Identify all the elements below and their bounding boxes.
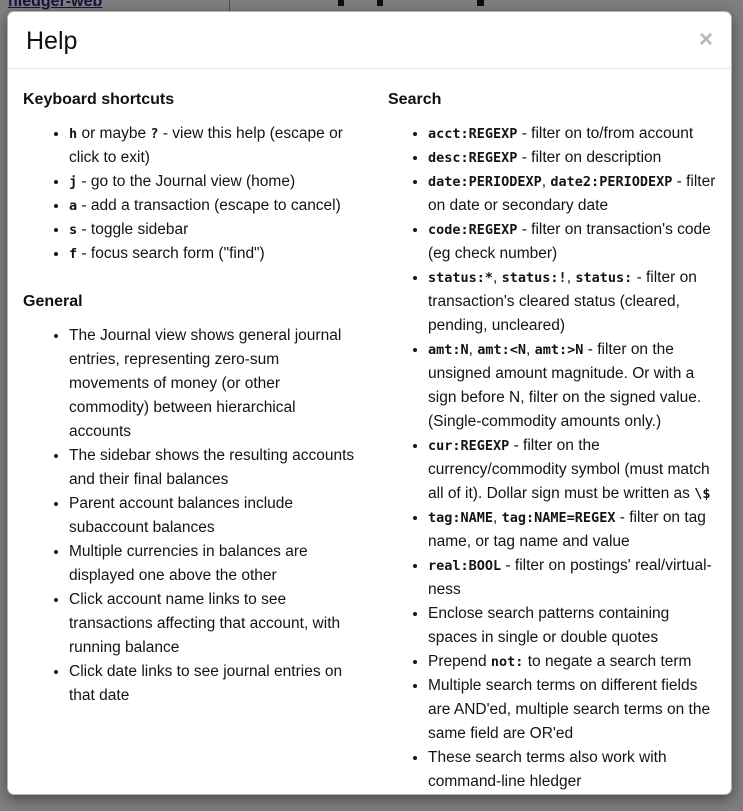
text-segment: - view this help (escape or click to exit) [69, 125, 343, 166]
code-token: real:BOOL [428, 558, 502, 574]
text-segment: - filter on description [517, 149, 662, 166]
code-token: \$ [694, 486, 711, 502]
help-column-right [388, 90, 721, 794]
help-column-left [23, 90, 357, 794]
code-token: ? [150, 126, 159, 142]
code-token: cur:REGEXP [428, 438, 510, 454]
keyboard-shortcuts-list [23, 122, 357, 266]
text-segment: The sidebar shows the resulting accounts and their final balances [69, 447, 355, 488]
list-item [69, 170, 357, 194]
text-segment: or maybe [77, 125, 151, 142]
text-segment: - toggle sidebar [77, 221, 189, 238]
list-item [69, 242, 357, 266]
code-token: a [69, 198, 78, 214]
list-item [428, 122, 721, 146]
text-segment: Multiple currencies in balances are displayed one above the other [69, 543, 308, 584]
list-item [428, 650, 721, 674]
list-item [428, 746, 721, 794]
text-segment: to negate a search term [523, 653, 692, 670]
text-segment: - filter on the currency/commodity symbol (must match all of it). Dollar sign must be written as [428, 437, 710, 502]
text-segment: , [468, 341, 478, 358]
list-item [428, 434, 721, 506]
code-token: code:REGEXP [428, 222, 518, 238]
text-segment: - add a transaction (escape to cancel) [77, 197, 341, 214]
code-token: h [69, 126, 78, 142]
list-item [69, 194, 357, 218]
list-item [428, 506, 721, 554]
code-token: desc:REGEXP [428, 150, 518, 166]
code-token: f [69, 246, 78, 262]
list-item [69, 588, 357, 660]
modal-body [8, 69, 731, 795]
code-token: date:PERIODEXP [428, 174, 542, 190]
list-item [69, 444, 357, 492]
code-token: not: [490, 654, 524, 670]
search-syntax-list [388, 122, 721, 794]
text-segment: Multiple search terms on different fields are AND'ed, multiple search terms on the same field are OR'ed [428, 677, 711, 742]
text-segment: - filter on to/from account [517, 125, 694, 142]
text-segment: Enclose search patterns containing spaces in single or double quotes [428, 605, 670, 646]
text-segment: - filter on the unsigned amount magnitude. Or with a sign before N, filter on the signed value. (Single-commodity amounts only.) [428, 341, 702, 430]
code-token: amt:N [428, 342, 469, 358]
text-segment: , [526, 341, 535, 358]
section-heading-general: General [23, 293, 83, 310]
code-token: j [69, 174, 78, 190]
section-heading-keyboard-shortcuts: Keyboard shortcuts [23, 91, 175, 108]
text-segment: Click account name links to see transactions affecting that account, with running balance [69, 591, 341, 656]
list-item [428, 170, 721, 218]
list-item [69, 122, 357, 170]
text-segment: - filter on date or secondary date [428, 173, 716, 214]
text-segment: These search terms also work with command-line hledger [428, 749, 667, 790]
list-item [428, 554, 721, 602]
text-segment: Prepend [428, 653, 491, 670]
text-segment: - filter on postings' real/virtual-ness [428, 557, 712, 598]
code-token: s [69, 222, 78, 238]
text-segment: , [493, 269, 502, 286]
close-icon[interactable]: × [698, 26, 713, 53]
code-token: status: [575, 270, 633, 286]
list-item [69, 660, 357, 708]
code-token: tag:NAME [428, 510, 494, 526]
list-item [428, 674, 721, 746]
modal-title: Help [26, 27, 78, 55]
text-segment: - filter on transaction's code (eg check number) [428, 221, 711, 262]
text-segment: - go to the Journal view (home) [77, 173, 296, 190]
text-segment: , [566, 269, 576, 286]
section-heading-search: Search [388, 91, 442, 108]
modal-header [8, 12, 731, 69]
code-token: date2:PERIODEXP [550, 174, 673, 190]
text-segment: - filter on transaction's cleared status (cleared, pending, uncleared) [428, 269, 697, 334]
code-token: status:* [428, 270, 494, 286]
text-segment: Click date links to see journal entries on that date [69, 663, 343, 704]
text-segment: - focus search form ("find") [77, 245, 265, 262]
code-token: tag:NAME=REGEX [501, 510, 616, 526]
help-modal [7, 11, 732, 795]
list-item [428, 338, 721, 434]
list-item [69, 492, 357, 540]
list-item [69, 540, 357, 588]
list-item [69, 218, 357, 242]
general-list [23, 324, 357, 708]
text-segment: , [541, 173, 551, 190]
text-segment: - filter on tag name, or tag name and value [428, 509, 706, 550]
text-segment: , [493, 509, 502, 526]
list-item [428, 218, 721, 266]
text-segment: Parent account balances include subaccount balances [69, 495, 294, 536]
code-token: status:! [501, 270, 567, 286]
code-token: acct:REGEXP [428, 126, 518, 142]
code-token: amt:>N [534, 342, 584, 358]
text-segment: The Journal view shows general journal entries, representing zero-sum movements of money (or other commodity) between hierarchical accounts [69, 327, 342, 440]
list-item [428, 266, 721, 338]
list-item [428, 602, 721, 650]
code-token: amt:<N [477, 342, 527, 358]
list-item [428, 146, 721, 170]
list-item [69, 324, 357, 444]
